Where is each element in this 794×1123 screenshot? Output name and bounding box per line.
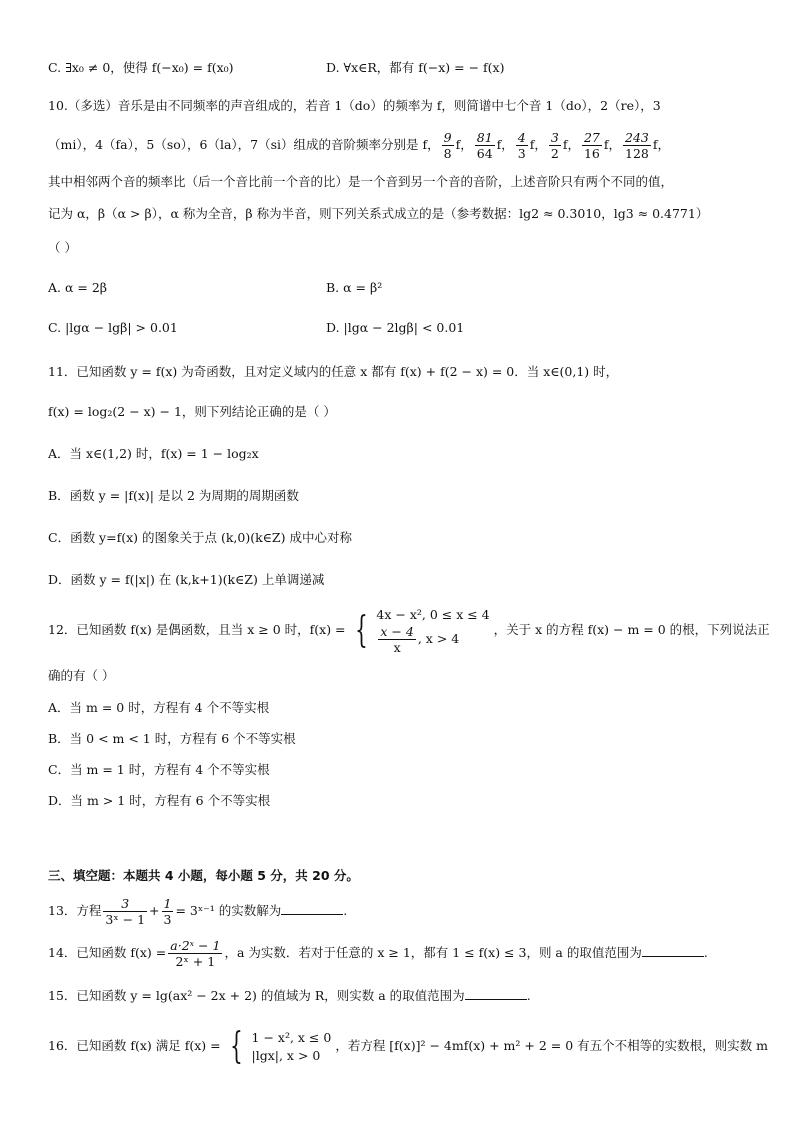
q10-line-1: 10.（多选）音乐是由不同频率的声音组成的，若音 1（do）的频率为 f，则简谱中七个音 1（do），2（re），3 — [48, 98, 661, 113]
q10-line-4: 记为 α，β（α > β），α 称为全音，β 称为半音，则下列关系式成立的是（参考数据：lg2 ≈ 0.3010，lg3 ≈ 0.4771） — [48, 206, 709, 221]
q13-answer-blank[interactable] — [281, 902, 343, 915]
q10-fraction-so: $\frac{3}{2}$ — [550, 130, 559, 161]
q12-brace: { — [354, 609, 368, 651]
q12-case-2: $\frac{x - 4}{x}$ , x > 4 — [380, 624, 460, 655]
q10-fraction-mi: $\frac{81}{64}$ — [476, 130, 493, 161]
q12-option-b: B．当 0 < m < 1 时，方程有 6 个不等实根 — [48, 731, 296, 746]
q10-fraction-fa: $\frac{4}{3}$ — [517, 130, 526, 161]
q10-option-c: C. |lgα − lgβ| > 0.01 — [48, 320, 178, 335]
q14-line: 14．已知函数 f(x) = $\frac{\text{a·2ˣ − 1}}{\text{2ˣ + 1}}$ ，a 为实数．若对于任意的 x ≥ 1，都有 1 ≤ f(x) ≤ 3，则 a 的取值范围为 . — [48, 938, 708, 969]
q10-line-2: （mi），4（fa），5（so），6（la），7（si）组成的音阶频率分别是 f， $\frac{9}{8}$ f， $\frac{81}{64}$ f， $\frac{4}{3}$ f， $\frac{3}{2}$ f， $\frac{27}{16}$ f， $\frac{243}{128}$ f， — [48, 130, 671, 161]
q11-line-2: f(x) = log₂(2 − x) − 1，则下列结论正确的是（ ） — [48, 404, 336, 419]
q10-line-3: 其中相邻两个音的频率比（后一个音比前一个音的比）是一个音到另一个音的音阶，上述音阶只有两个不同的值， — [48, 174, 674, 189]
q10-fraction-si: $\frac{243}{128}$ — [625, 130, 649, 161]
q12-option-c: C．当 m = 1 时，方程有 4 个不等实根 — [48, 762, 270, 777]
q16-brace: { — [229, 1025, 243, 1067]
q12-case-1: 4x − x², 0 ≤ x ≤ 4 — [376, 607, 490, 622]
q9-option-d: D. ∀x∈R，都有 f(−x) = − f(x) — [326, 60, 505, 75]
q10-fraction-la: $\frac{27}{16}$ — [583, 130, 600, 161]
q16-piecewise — [252, 1029, 332, 1065]
q11-line-1: 11．已知函数 y = f(x) 为奇函数，且对定义域内的任意 x 都有 f(x) + f(2 − x) = 0．当 x∈(0,1) 时， — [48, 364, 619, 379]
q13-fraction-1: $\frac{3}{\text{3ˣ − 1}}$ — [105, 896, 146, 927]
q9-option-c: C. ∃x₀ ≠ 0，使得 f(−x₀) = f(x₀) — [48, 60, 234, 75]
q15-answer-blank[interactable] — [465, 987, 527, 1000]
q12-line-2: 确的有（ ） — [48, 668, 115, 683]
q11-option-d: D．函数 y = f(|x|) 在 (k,k+1)(k∈Z) 上单调递减 — [48, 572, 325, 587]
q10-option-a: A. α = 2β — [48, 280, 108, 295]
q12-option-d: D．当 m > 1 时，方程有 6 个不等实根 — [48, 793, 271, 808]
q12-suffix: ，关于 x 的方程 f(x) − m = 0 的根，下列说法正 — [493, 622, 770, 637]
q15-line: 15．已知函数 y = lg(ax² − 2x + 2) 的值域为 R，则实数 a 的取值范围为 . — [48, 988, 531, 1003]
q11-option-a: A．当 x∈(1,2) 时，f(x) = 1 − log₂x — [48, 446, 259, 461]
q14-answer-blank[interactable] — [642, 944, 704, 957]
q13-line: 13．方程 $\frac{3}{\text{3ˣ − 1}}$ + $\frac{1}{3}$ = 3ˣ⁻¹ 的实数解为 . — [48, 896, 348, 927]
q10-answer-paren: （ ） — [48, 240, 77, 255]
section-3-heading: 三、填空题：本题共 4 小题，每小题 5 分，共 20 分。 — [48, 868, 359, 883]
q16-line: 16．已知函数 f(x) 满足 f(x) = { 1 − x², x ≤ 0 |lgx|, x > 0 ，若方程 [f(x)]² − 4mf(x) + m² + 2 = 0 有五个不相等的实数根，则实数 m — [48, 1025, 768, 1067]
q12-piecewise — [376, 606, 489, 655]
q14-fraction: $\frac{\text{a·2ˣ − 1}}{\text{2ˣ + 1}}$ — [170, 938, 221, 969]
q12-prefix: 12．已知函数 f(x) 是偶函数，且当 x ≥ 0 时，f(x) = — [48, 622, 346, 637]
q10-line-2-prefix: （mi），4（fa），5（so），6（la），7（si）组成的音阶频率分别是 f， — [48, 137, 440, 152]
q10-fraction-re: $\frac{9}{8}$ — [443, 130, 452, 161]
q12-line-1 — [48, 602, 770, 658]
q16-case-1: 1 − x², x ≤ 0 — [251, 1029, 332, 1045]
q10-option-b: B. α = β² — [326, 280, 383, 295]
q10-option-d: D. |lgα − 2lgβ| < 0.01 — [326, 320, 465, 335]
q12-option-a: A．当 m = 0 时，方程有 4 个不等实根 — [48, 700, 270, 715]
q13-fraction-2: $\frac{1}{3}$ — [163, 896, 172, 927]
q16-case-2: |lgx|, x > 0 — [251, 1047, 321, 1063]
q11-option-c: C．函数 y=f(x) 的图象关于点 (k,0)(k∈Z) 成中心对称 — [48, 530, 352, 545]
q11-option-b: B．函数 y = |f(x)| 是以 2 为周期的周期函数 — [48, 488, 299, 503]
